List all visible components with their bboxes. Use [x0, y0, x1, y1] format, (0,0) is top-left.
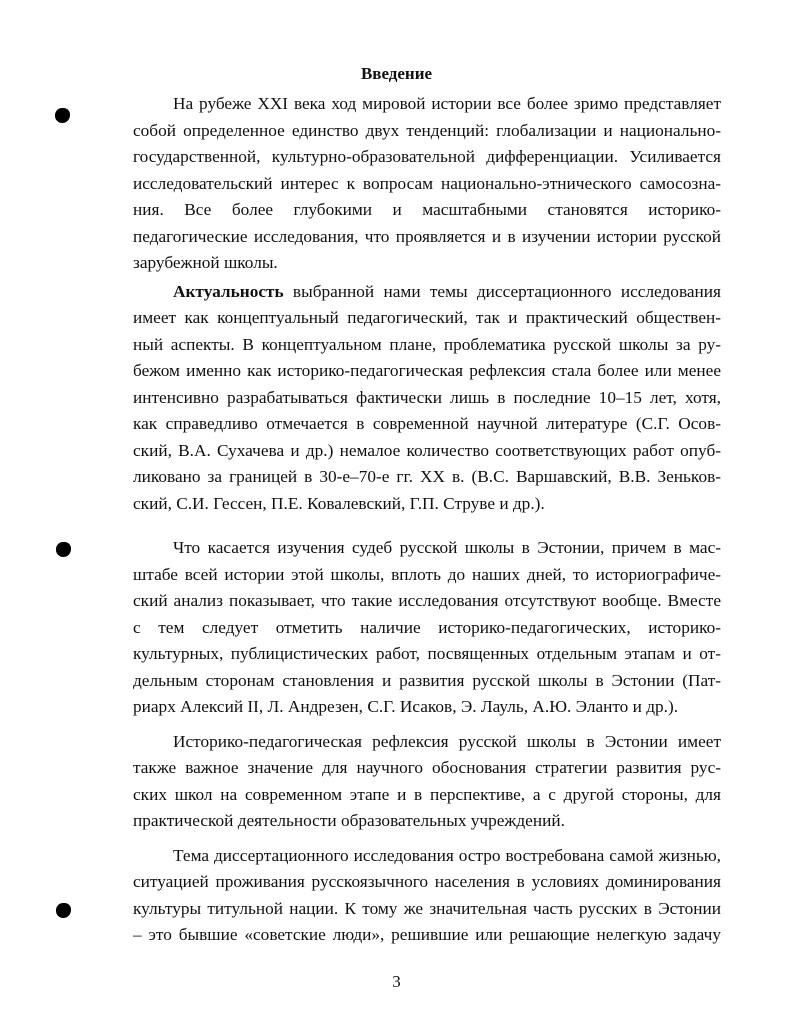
- text-line: [133, 668, 721, 695]
- line-text: Историко-педагогическая рефлексия русской школы в Эстонии имеет: [173, 731, 721, 751]
- line-text: как справедливо отмечается в современной научной литературе (С.Г. Осов-: [133, 414, 721, 433]
- line-text: педагогические исследования, что проявляется и в изучении истории русской: [133, 226, 721, 246]
- line-text: – это бывшие «советские люди», решившие или решающие нелегкую задачу: [133, 925, 721, 944]
- line-text: государственной, культурно-образовательной дифференциации. Усиливается: [133, 147, 721, 166]
- line-text: зарубежной школы.: [133, 253, 278, 272]
- line-text: ский, С.И. Гессен, П.Е. Ковалевский, Г.П. Струве и др.).: [133, 493, 545, 513]
- line-text: ский, В.А. Сухачева и др.) немалое количество соответствующих работ опуб-: [133, 440, 721, 460]
- line-text: ния. Все более глубокими и масштабными становятся историко-: [133, 200, 721, 219]
- text-line: [133, 171, 721, 198]
- line-text: имеет как концептуальный педагогический, так и практический обществен-: [133, 308, 721, 327]
- text-line: [133, 808, 721, 835]
- text-line: [133, 250, 721, 277]
- paragraph: [133, 279, 721, 518]
- paragraph: [133, 843, 721, 949]
- bold-term: Актуальность: [173, 281, 284, 301]
- line-text: На рубеже XXI века ход мировой истории все более зримо представляет: [173, 94, 721, 113]
- line-text: Что касается изучения судеб русской школы в Эстонии, причем в мас-: [173, 538, 721, 557]
- punch-hole-mark: [55, 108, 70, 123]
- line-text: ских школ на современном этапе и в перспективе, а с другой стороны, для: [133, 784, 721, 804]
- text-line: [133, 118, 721, 145]
- punch-hole-mark: [56, 542, 71, 557]
- text-line: [133, 615, 721, 642]
- line-text: практической деятельности образовательных учреждений.: [133, 811, 565, 830]
- text-line: [133, 385, 721, 412]
- paragraph: [133, 535, 721, 721]
- text-line: [133, 922, 721, 949]
- line-text: ликовано за границей в 30-е–70-е гг. XX в. (В.С. Варшавский, В.В. Зеньков-: [133, 467, 721, 486]
- line-text: ситуацией проживания русскоязычного населения в условиях доминирования: [133, 872, 721, 891]
- line-text: культурных, публицистических работ, посвященных отдельным этапам и от-: [133, 644, 721, 663]
- line-text: риарх Алексий II, Л. Андрезен, С.Г. Исаков, Э. Лауль, А.Ю. Эланто и др.).: [133, 697, 679, 716]
- line-text: дельным сторонам становления и развития русской школы в Эстонии (Пат-: [133, 670, 721, 690]
- text-line: [133, 411, 721, 438]
- line-text: штабе всей истории этой школы, вплоть до наших дней, то историографиче-: [133, 564, 721, 584]
- line-text: Тема диссертационного исследования остро востребована самой жизнью,: [173, 845, 721, 865]
- text-line: [133, 535, 721, 562]
- text-line: [133, 464, 721, 491]
- paragraph: [133, 91, 721, 277]
- text-line: [133, 729, 721, 756]
- text-line: [133, 755, 721, 782]
- text-line: [133, 224, 721, 251]
- page-number: 3: [392, 972, 401, 991]
- line-text: выбранной нами темы диссертационного исследования: [283, 281, 721, 301]
- text-line: [133, 358, 721, 385]
- line-text: также важное значение для научного обоснования стратегии развития рус-: [133, 758, 721, 777]
- text-line: [133, 869, 721, 896]
- text-line: [133, 843, 721, 870]
- line-text: бежом именно как историко-педагогическая рефлексия стала более или менее: [133, 361, 721, 380]
- text-line: [133, 332, 721, 359]
- text-line: [133, 279, 721, 306]
- punch-hole-mark: [56, 903, 71, 918]
- line-text: с тем следует отметить наличие историко-педагогических, историко-: [133, 617, 721, 637]
- text-line: [133, 896, 721, 923]
- text-line: [133, 91, 721, 118]
- text-line: [133, 197, 721, 224]
- line-text: интенсивно разрабатываться фактически лишь в последние 10–15 лет, хотя,: [133, 387, 721, 407]
- paragraph: [133, 729, 721, 835]
- text-line: [133, 641, 721, 668]
- text-line: [133, 305, 721, 332]
- line-text: ный аспекты. В концептуальном плане, проблематика русской школы за ру-: [133, 334, 721, 354]
- line-text: исследовательский интерес к вопросам национально-этнического самосозна-: [133, 173, 721, 193]
- text-line: [133, 438, 721, 465]
- text-line: [133, 588, 721, 615]
- section-heading: Введение: [360, 64, 433, 83]
- line-text: культуры титульной нации. К тому же значительная часть русских в Эстонии: [133, 898, 721, 918]
- text-line: [133, 694, 721, 721]
- text-line: [133, 562, 721, 589]
- line-text: собой определенное единство двух тенденций: глобализации и национально-: [133, 120, 721, 140]
- text-line: [133, 144, 721, 171]
- body-text: [133, 91, 721, 951]
- text-line: [133, 782, 721, 809]
- line-text: ский анализ показывает, что такие исследования отсутствуют вообще. Вместе: [133, 591, 721, 610]
- text-line: [133, 491, 721, 518]
